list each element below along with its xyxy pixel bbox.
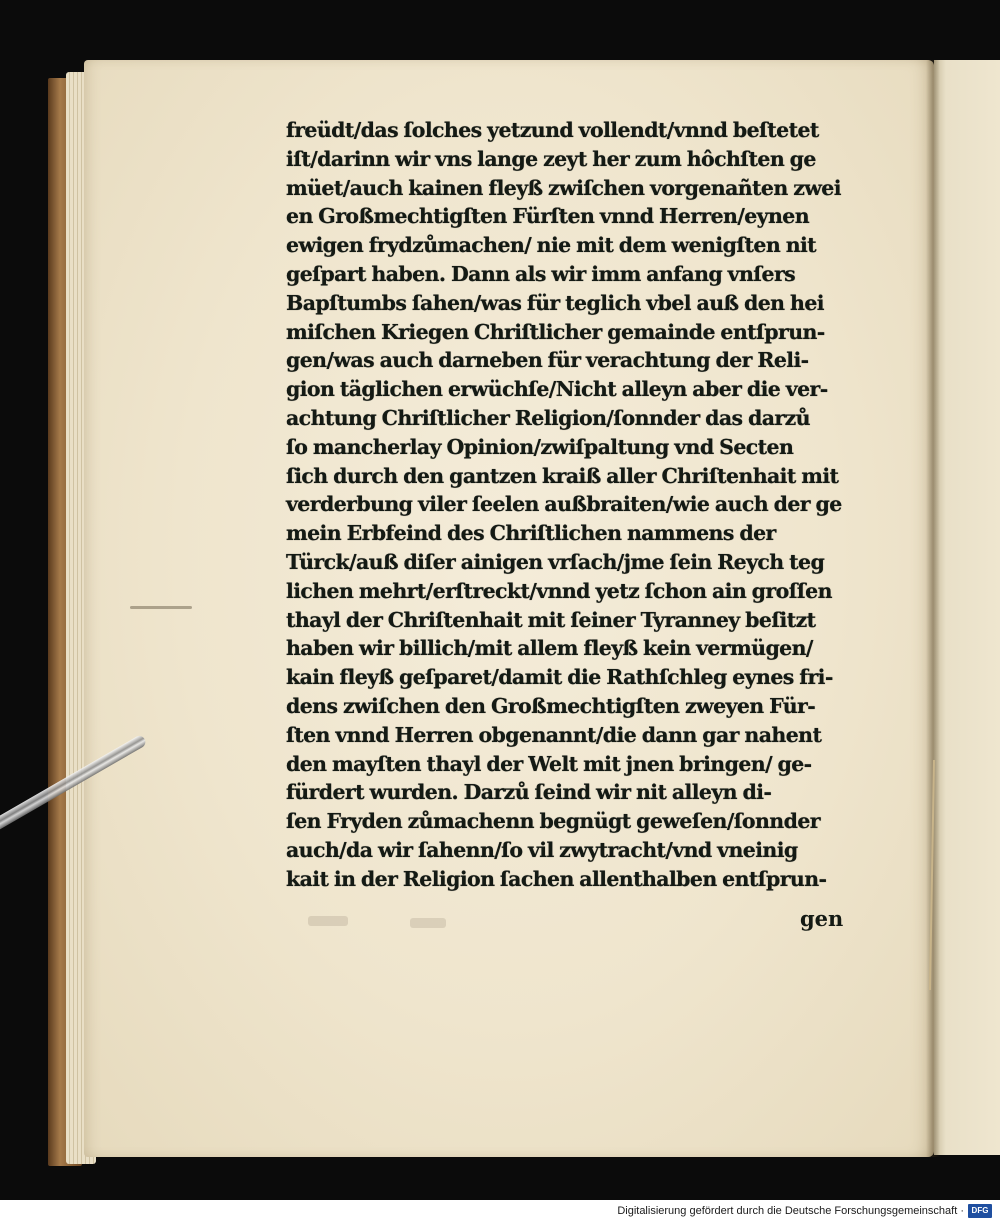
text-line: gion täglichen erwüchſe/Nicht alleyn aber die ver- — [286, 377, 828, 402]
bleed-through-mark — [130, 606, 192, 609]
text-line: haben wir billich/mit allem fleyß kein vermügen/ — [286, 636, 813, 661]
text-line: iſt/darinn wir vns lange zeyt her zum hôchſten ge — [286, 146, 816, 171]
text-line: en Großmechtigſten Fürſten vnnd Herren/eynen — [286, 204, 810, 229]
text-line: achtung Chriſtlicher Religion/ſonnder das darzů — [286, 405, 810, 430]
text-line: kain fleyß geſparet/damit die Rathſchleg eynes fri- — [286, 665, 833, 690]
gutter-shadow — [926, 60, 940, 1157]
bleed-through-mark — [410, 918, 446, 928]
text-line: dens zwiſchen den Großmechtigſten zweyen Für- — [286, 693, 816, 718]
bleed-through-mark — [308, 916, 348, 926]
page-text-block — [286, 116, 858, 894]
catchword: gen — [800, 906, 844, 931]
text-line: ſich durch den gantzen kraiß aller Chriſtenhait mit — [286, 463, 839, 488]
text-line: auch/da wir ſahenn/ſo vil zwytracht/vnd vneinig — [286, 837, 798, 862]
text-line: thayl der Chriſtenhait mit ſeiner Tyranney beſitzt — [286, 607, 816, 632]
text-line: lichen mehrt/erſtreckt/vnnd yetz ſchon ain groſſen — [286, 578, 832, 603]
text-line: ſten vnnd Herren obgenannt/die dann gar nahent — [286, 722, 822, 747]
text-line: geſpart haben. Dann als wir imm anfang vnſers — [286, 261, 796, 286]
text-line: gen/was auch darneben für verachtung der Reli- — [286, 348, 809, 373]
text-line: miſchen Kriegen Chriſtlicher gemainde entſprun- — [286, 319, 825, 344]
text-line: fürdert wurden. Darzů ſeind wir nit alleyn di- — [286, 780, 772, 805]
text-line: mein Erbfeind des Chriſtlichen nammens der — [286, 521, 776, 546]
facing-page-edge — [934, 60, 1000, 1155]
text-line: kait in der Religion ſachen allenthalben entſprun- — [286, 866, 827, 891]
text-line: den mayſten thayl der Welt mit jnen bringen/ ge- — [286, 751, 812, 776]
dfg-logo: DFG — [968, 1204, 992, 1218]
text-line: freüdt/das ſolches yetzund vollendt/vnnd beſtetet — [286, 118, 819, 142]
text-line: müet/auch kainen fleyß zwiſchen vorgenañten zwei — [286, 175, 841, 200]
text-line: Türck/auß diſer ainigen vrſach/jme ſein Reych teg — [286, 549, 825, 574]
text-line: Bapſtumbs ſahen/was für teglich vbel auß den hei — [286, 290, 824, 315]
footer-bar — [0, 1200, 1000, 1223]
text-line: ewigen frydzůmachen/ nie mit dem wenigſten nit — [286, 233, 817, 258]
text-line: ſen Fryden zůmachenn begnügt geweſen/ſonnder — [286, 809, 820, 834]
funding-credit: Digitalisierung gefördert durch die Deutsche Forschungsgemeinschaft · — [617, 1205, 964, 1217]
text-line: ſo mancherlay Opinion/zwiſpaltung vnd Secten — [286, 434, 794, 459]
text-line: verderbung viler ſeelen außbraiten/wie auch der ge — [286, 492, 842, 517]
